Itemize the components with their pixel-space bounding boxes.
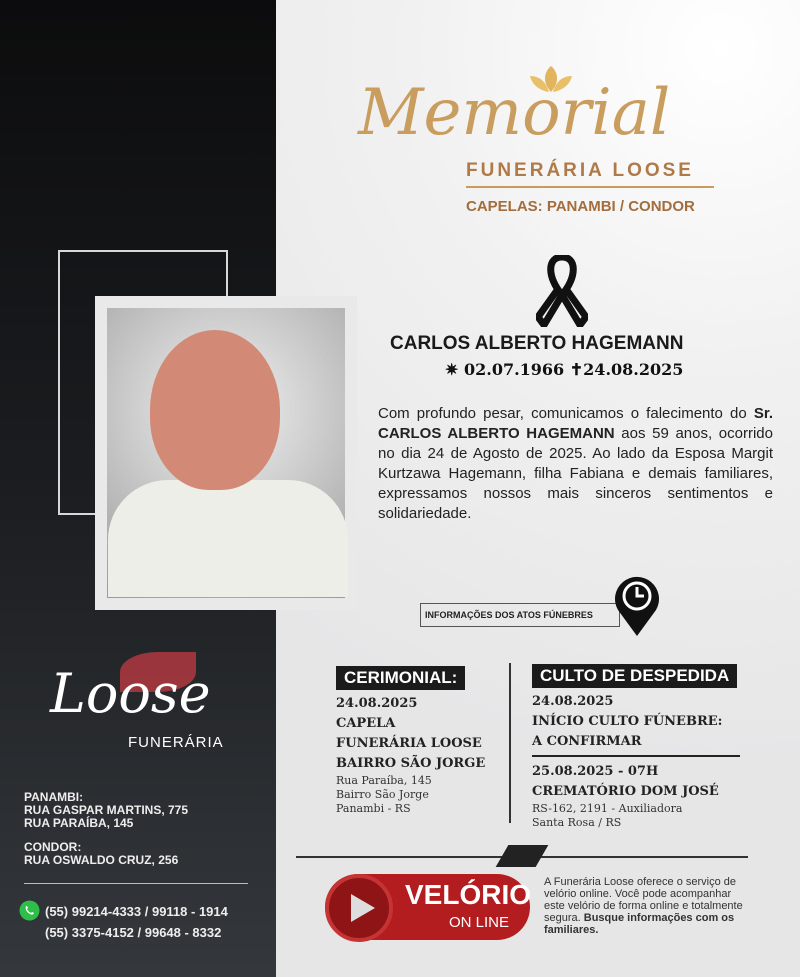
play-icon[interactable] [325,874,393,942]
star-icon: ✷ [445,360,459,379]
farewell-line: INÍCIO CULTO FÚNEBRE: [532,714,723,729]
ceremonial-section [336,666,485,816]
logo-name: Loose [50,662,211,725]
condor-label: CONDOR: [24,840,82,854]
ceremonial-line: CAPELA [336,716,396,731]
farewell-date-2: 25.08.2025 - 07H [532,764,659,779]
farewell-address: Santa Rosa / RS [532,816,622,829]
portrait-head [150,330,280,490]
clock-pin-icon [612,572,662,638]
ceremonial-address: Bairro São Jorge [336,788,429,801]
farewell-date: 24.08.2025 [532,694,614,709]
company-name: FUNERÁRIA LOOSE [466,160,694,181]
logo-sub: FUNERÁRIA [128,734,224,751]
mourning-ribbon-icon [536,255,588,327]
info-label: INFORMAÇÕES DOS ATOS FÚNEBRES [420,603,620,627]
phone-2[interactable]: (55) 3375-4152 / 99648 - 8332 [45,925,222,940]
whatsapp-icon [19,900,40,921]
farewell-label: CULTO DE DESPEDIDA [532,664,737,688]
msg-text: Com profundo pesar, comunicamos o falecimento do [378,405,754,422]
divider [509,663,511,823]
ceremonial-line: FUNERÁRIA LOOSE [336,736,482,751]
death-date: 24.08.2025 [583,360,684,379]
phone-1[interactable]: (55) 99214-4333 / 99118 - 1914 [45,904,228,919]
online-text: A Funerária Loose oferece o serviço de velório online. Você pode acompanhar este velório de forma online e totalmente segura. [544,876,743,924]
farewell-section [532,664,740,830]
msg-bold: Sr. CARLOS ALBERTO HAGEMANN [378,405,773,442]
panambi-label: PANAMBI: [24,790,84,804]
online-text-bold: Busque informações com os familiares. [544,912,735,936]
chapels: CAPELAS: PANAMBI / CONDOR [466,198,695,215]
ceremonial-line: BAIRRO SÃO JORGE [336,756,486,771]
deceased-name: CARLOS ALBERTO HAGEMANN [390,333,684,354]
portrait-shirt [108,480,348,597]
online-description [544,876,744,936]
address-line: RUA OSWALDO CRUZ, 256 [24,853,179,867]
farewell-address: RS-162, 2191 - Auxiliadora [532,802,683,815]
msg-text-2: aos 59 anos, ocorrido no dia 24 de Agosto de 2025. Ao lado da Esposa Margit Kurtzawa Hagemann, filha Fabiana e demais familiares, expressamos nossos mais sinceros sentimentos e solidariedade. [378,425,773,522]
cross-icon: ✝ [569,360,584,379]
ceremonial-date: 24.08.2025 [336,696,418,711]
ceremonial-label: CERIMONIAL: [336,666,465,690]
farewell-line: A CONFIRMAR [532,734,642,749]
life-dates [445,360,683,380]
divider [466,186,714,188]
divider [24,883,248,884]
address-line: RUA PARAÍBA, 145 [24,816,134,830]
memorial-title: Memorial [358,76,671,150]
online-title: VELÓRIO [405,879,532,910]
addresses [24,791,188,867]
address-line: RUA GASPAR MARTINS, 775 [24,803,189,817]
birth-date: 02.07.1966 [463,360,565,379]
farewell-place: CREMATÓRIO DOM JOSÉ [532,784,719,799]
ceremonial-address: Rua Paraíba, 145 [336,774,432,787]
divider [532,755,740,757]
ceremonial-address: Panambi - RS [336,802,411,815]
online-sub: ON LINE [449,914,510,931]
obituary-message [378,404,773,524]
